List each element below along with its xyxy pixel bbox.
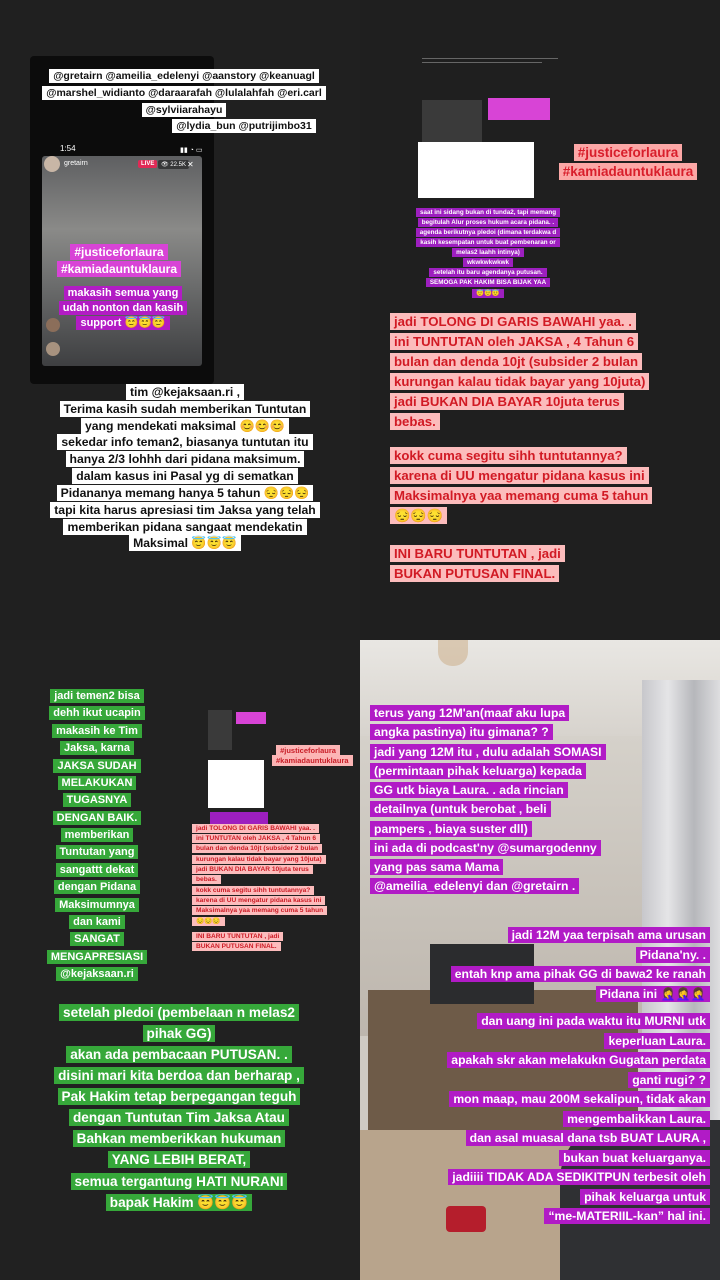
hashtag: #kamiadauntuklaura bbox=[272, 755, 353, 766]
phone-time: 1:54 bbox=[60, 144, 76, 153]
hashtag-sticker bbox=[272, 746, 349, 767]
not-final-note: INI BARU TUNTUTAN , jadi BUKAN PUTUSAN FINAL. bbox=[390, 544, 702, 584]
mention-tag-line-2: @marshel_widianto @daraarafah @lulalahfah @eri.carl bbox=[42, 86, 326, 100]
hashtag: #justiceforlaura bbox=[276, 745, 340, 756]
commenter-avatar bbox=[46, 342, 60, 356]
mini-text-block bbox=[418, 142, 534, 198]
mini-hashtag bbox=[236, 712, 266, 724]
hashtag-sticker bbox=[558, 144, 698, 181]
hashtag: #justiceforlaura bbox=[574, 144, 683, 161]
trial-info-text: saat ini sidang bukan di tunda2, tapi memang begitulah Alur proses hukum acara pidana. . agenda berikutnya pledoi (dimana terdakwa d kasih kesempatan untuk buat pembenaran or melas2 laahh intinya) wkwkwkwkwk setelah itu baru agendanya putusan. SEMOGA PAK HAKIM BISA BIJAK YAA 😇😇😇 bbox=[414, 208, 562, 299]
hashtag: #justiceforlaura bbox=[70, 244, 167, 260]
mini-screenshot bbox=[414, 56, 564, 66]
mention-tag-line-3: @sylviiarahayu bbox=[142, 103, 227, 117]
kejaksaan-thanks-text: tim @kejaksaan.ri , Terima kasih sudah memberikan Tuntutan yang mendekati maksimal 😊😊😊 sekedar info teman2, biasanya tuntutan itu hanya 2/3 lohhh dari pidana maksimum. dalam kasus ini Pasal yg di sematkan Pidananya memang hanya 5 tahun 😔😔😔 tapi kita harus apresiasi tim Jaksa yang telah memberikan pidana sangaat mendekatin Maksimal 😇😇😇 bbox=[30, 384, 340, 552]
hashtag-sticker bbox=[50, 244, 188, 277]
mini-text-block bbox=[208, 760, 264, 808]
live-username: gretairn bbox=[64, 160, 88, 167]
mention-tag-line-1: @gretairn @ameilia_edelenyi @aanstory @keanuagl bbox=[49, 69, 319, 83]
ceiling-lamp bbox=[438, 640, 468, 666]
12m-explanation: jadi 12M yaa terpisah ama urusan Pidana'ny. . entah knp ama pihak GG di bawa2 ke ranah Pidana ini 🤦‍♀️🤦‍♀️🤦‍♀️ dan uang ini pada waktu itu MURNI utk keperluan Laura. apakah skr akan melakukn Gugatan perdata ganti rugi? ? mon maap, mau 200M sekalipun, tidak akan mengembalikkan Laura. dan asal muasal dana tsb BUAT LAURA , bukan buat keluarganya. jadiiii TIDAK ADA SEDIKITPUN terbesit oleh pihak keluarga untuk “me-MATERIIL-kan” hal ini. bbox=[380, 926, 710, 1227]
hashtag: #kamiadauntuklaura bbox=[57, 261, 181, 277]
putusan-prayer-text: setelah pledoi (pembelaan n melas2 pihak GG) akan ada pembacaan PUTUSAN. . disini mari kita berdoa dan berharap , Pak Hakim tetap berpegangan teguh dengan Tuntutan Tim Jaksa Atau Bahkan memberikkan hukuman YANG LEBIH BERAT, semua tergantung HATI NURANI bapak Hakim 😇😇😇 bbox=[14, 1002, 344, 1213]
mention-tag-line-4: @lydia_bun @putrijimbo31 bbox=[172, 119, 315, 133]
tuntutan-notice: jadi TOLONG DI GARIS BAWAHI yaa. . ini TUNTUTAN oleh JAKSA , 4 Tahun 6 bulan dan denda 10jt (subsider 2 bulan kurungan kalau tidak bayar yang 10juta) jadi BUKAN DIA BAYAR 10juta terus bebas. bbox=[390, 312, 702, 432]
tuntutan-notice-copy: jadi TOLONG DI GARIS BAWAHI yaa. . ini TUNTUTAN oleh JAKSA , 4 Tahun 6 bulan dan denda 10jt (subsider 2 bulan kurungan kalau tidak bayar yang 10juta) jadi BUKAN DIA BAYAR 10juta terus bebas. bbox=[192, 824, 342, 885]
viewer-count: 👁 22.5K bbox=[158, 160, 189, 169]
hashtag: #kamiadauntuklaura bbox=[559, 163, 698, 180]
mention-tags bbox=[34, 68, 334, 135]
close-icon[interactable]: ✕ bbox=[187, 160, 194, 169]
thanks-message: makasih semua yang udah nonton dan kasih support 😇😇😇 bbox=[44, 286, 202, 332]
max-sentence-note: kokk cuma segitu sihh tuntutannya? karena di UU mengatur pidana kasus ini Maksimalnya yaa memang cuma 5 tahun 😔😔😔 bbox=[390, 446, 702, 526]
apresiasi-text: jadi temen2 bisa dehh ikut ucapin makasih ke Tim Jaksa, karna JAKSA SUDAH MELAKUKAN TUGASNYA DENGAN BAIK. memberikan Tuntutan yang sangattt dekat dengan Pidana Maksimumnya dan kami SANGAT MENGAPRESIASI @kejaksaan.ri bbox=[36, 688, 158, 983]
avatar bbox=[44, 156, 60, 172]
somasi-explanation: terus yang 12M'an(maaf aku lupa angka pastinya) itu gimana? ? jadi yang 12M itu , dulu adalah SOMASI (permintaan pihak keluarga) kepada GG utk biaya Laura. . ada rincian detailnya (untuk berobat , beli pampers , biaya suster dll) ini ada di podcast'ny @sumargodenny yang pas sama Mama @ameilia_edelenyi dan @gretairn . bbox=[370, 704, 660, 897]
viewer-count-value: 22.5K bbox=[170, 162, 186, 168]
mini-hashtag bbox=[488, 98, 550, 120]
mini-screenshot-thumbnail bbox=[208, 710, 232, 750]
live-badge: LIVE bbox=[138, 160, 157, 168]
signal-wifi-battery-icon: ▮▮ ◔ ▭ bbox=[180, 147, 203, 154]
not-final-note-copy: INI BARU TUNTUTAN , jadi BUKAN PUTUSAN FINAL. bbox=[192, 932, 342, 952]
max-sentence-note-copy: kokk cuma segitu sihh tuntutannya? karena di UU mengatur pidana kasus ini Maksimalnya yaa memang cuma 5 tahun 😔😔😔 bbox=[192, 886, 342, 927]
